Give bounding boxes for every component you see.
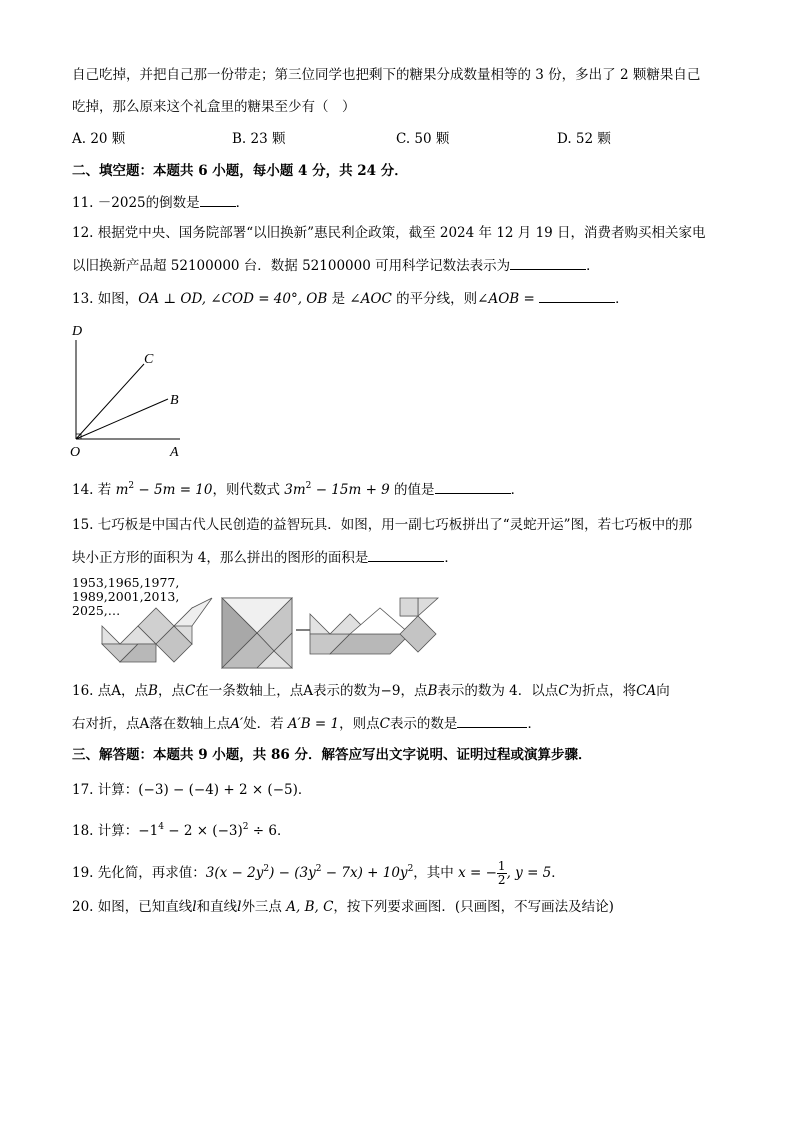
q19-label: 先化简，再求值： — [97, 865, 206, 881]
q19-y: , y = 5 — [506, 865, 552, 881]
q11-text: 的倒数是 — [145, 195, 200, 211]
q16-u7: 表示的数是 — [389, 716, 458, 732]
q10-option-b: B. 23 颗 — [232, 131, 286, 147]
piece — [310, 614, 330, 634]
q16-u1: 右对折，点A落在数轴上点 — [72, 716, 231, 732]
q12-line2 — [72, 255, 600, 276]
q16-t10: C — [558, 683, 569, 699]
q16-line2 — [72, 713, 541, 734]
q15-answer-blank — [368, 547, 444, 562]
q19-x: x = − — [458, 865, 497, 881]
tangram-square — [222, 598, 292, 668]
q11 — [72, 192, 249, 213]
q17 — [72, 780, 311, 800]
q18-end: ． — [276, 823, 291, 839]
q15-text2: 块小正方形的面积为 4，那么拼出的图形的面积是 — [72, 550, 369, 566]
q16-end: ． — [527, 716, 541, 732]
q18-exp2: 2 — [242, 822, 249, 832]
q16-t3: ，点 — [157, 683, 185, 699]
q12-text1: 根据党中央、国务院部署“以旧换新”惠民利企政策，截至 2024 年 12 月 19 日，消费者购买相关家电 — [97, 225, 706, 241]
q16-answer-blank — [457, 713, 527, 728]
q13-number: 13. — [72, 291, 94, 307]
label-b: B — [170, 393, 179, 408]
years-line1: 1953,1965,1977, — [72, 575, 180, 590]
q10-option-a: A. 20 颗 — [72, 131, 126, 147]
q11-end: ． — [235, 195, 250, 211]
q17-label: 计算： — [97, 782, 139, 798]
q19-end: ． — [551, 865, 565, 881]
piece — [102, 626, 120, 644]
q18-exp1: 4 — [158, 822, 164, 832]
q20-t4: ，按下列要求画图．(只画图，不写画法及结论) — [333, 899, 614, 915]
q20-t1: 如图，已知直线 — [97, 899, 193, 915]
label-a: A — [170, 445, 179, 460]
q13-angle: ∠AOC — [349, 291, 392, 307]
q16-t4: C — [184, 683, 196, 699]
q16-u6: C — [379, 716, 390, 732]
q13-end: ． — [615, 291, 629, 307]
q13-answer-blank — [539, 288, 615, 303]
q17-expr: (−3) − (−4) + 2 × (−5) — [138, 782, 298, 798]
q20-t2: 和直线 — [196, 899, 238, 915]
q12-number: 12. — [72, 225, 94, 241]
piece — [400, 598, 418, 616]
ray-oc — [76, 364, 144, 439]
section3-heading: 三、解答题：本题共 9 小题，共 86 分．解答应写出文字说明、证明过程或演算步骤． — [72, 747, 592, 763]
label-d: D — [72, 324, 83, 339]
q19-expr-b: ) − (3y — [269, 865, 316, 881]
q15-line2 — [72, 547, 458, 568]
q19 — [72, 860, 565, 887]
q14-number: 14. — [72, 482, 94, 498]
q16-line1 — [72, 681, 670, 701]
q19-expr-a: 3(x − 2y — [205, 865, 264, 881]
q20-line-l1: l — [192, 899, 197, 915]
q15-text1: 七巧板是中国古代人民创造的益智玩具．如图，用一副七巧板拼出了“灵蛇开运”图，若七巧板中的那 — [97, 517, 693, 533]
q15-line1 — [72, 515, 692, 535]
q18 — [72, 821, 290, 841]
q19-frac-num: 1 — [497, 859, 506, 873]
q13-ask: ∠AOB = — [477, 291, 535, 307]
q18-label: 计算： — [97, 823, 139, 839]
q10-line2: 吃掉，那么原来这个礼盒里的糖果至少有（ ） — [72, 99, 356, 115]
q16-u2: A′ — [230, 716, 244, 732]
q19-exp3: 2 — [407, 864, 414, 874]
q16-t9: 表示的数为 4．以点 — [437, 683, 559, 699]
tangram-snake-left — [102, 598, 212, 662]
q11-expr: －2025 — [97, 195, 146, 211]
q12-text2: 以旧换新产品超 52100000 台．数据 52100000 可用科学记数法表示为 — [72, 258, 511, 274]
q16-t6: −9 — [380, 683, 401, 699]
q14-answer-blank — [435, 479, 511, 494]
q13-pre: 如图， — [97, 291, 139, 307]
q16-t11: 为折点，将 — [568, 683, 637, 699]
q17-number: 17. — [72, 782, 94, 798]
q14-mid: ，则代数式 — [212, 482, 285, 498]
q17-end: ． — [297, 782, 312, 798]
piece — [400, 616, 436, 652]
q19-mid: ，其中 — [413, 865, 459, 881]
q16-t8: B — [427, 683, 438, 699]
q11-number: 11. — [72, 195, 94, 211]
q18-expr-c: ÷ 6 — [248, 823, 277, 839]
q19-exp2: 2 — [315, 864, 322, 874]
q14: 14. 若 $m^2 - 5m = 10$，则代数式 $3m^2 - 15m + 9$ 的值是 ． — [72, 481, 525, 498]
q20-line-l2: l — [237, 899, 242, 915]
q20 — [72, 897, 614, 917]
q16-t12: CA — [636, 683, 657, 699]
q13-condition: OA ⊥ OD, ∠COD = 40°, OB — [138, 291, 328, 307]
q16-t13: 向 — [656, 683, 670, 699]
q16-t7: ，点 — [400, 683, 428, 699]
q11-answer-blank — [200, 192, 236, 207]
q13-angle-figure — [68, 322, 198, 462]
q15-number: 15. — [72, 517, 94, 533]
q13-post: 的平分线，则 — [391, 291, 478, 307]
q13-mid: 是 — [327, 291, 350, 307]
q19-number: 19. — [72, 865, 94, 881]
label-o: O — [70, 445, 81, 460]
q20-points: A, B, C — [286, 899, 334, 915]
section2-heading: 二、填空题：本题共 6 小题，每小题 4 分，共 24 分． — [72, 163, 408, 179]
q14-post: 的值是 — [389, 482, 435, 498]
q14-expr-a: 3m — [284, 482, 306, 498]
q12-end: ． — [586, 258, 600, 274]
q10-option-d: D. 52 颗 — [557, 131, 611, 147]
q16-number: 16. — [72, 683, 94, 699]
q16-t2: B — [148, 683, 158, 699]
label-c: C — [144, 352, 154, 367]
q12-line1 — [72, 223, 706, 243]
piece — [174, 598, 212, 626]
q15-end: ． — [444, 550, 458, 566]
q20-number: 20. — [72, 899, 94, 915]
q18-number: 18. — [72, 823, 94, 839]
q20-t3: 外三点 — [241, 899, 287, 915]
q19-frac-den: 2 — [497, 873, 506, 887]
q14-expr-b: − 15m + 9 — [311, 482, 390, 498]
q18-expr-b: − 2 × (−3) — [163, 823, 243, 839]
q15-tangram-figure — [100, 596, 480, 676]
q16-t1: 点A，点 — [97, 683, 149, 699]
q10-line1: 自己吃掉，并把自己那一份带走；第三位同学也把剩下的糖果分成数量相等的 3 份，多出了 2 颗糖果自己 — [72, 67, 701, 83]
q19-exp1: 2 — [263, 864, 270, 874]
tangram-snake-right — [310, 598, 438, 654]
q16-u3: 处．若 — [243, 716, 288, 732]
years-line2: 1989,2001,2013, — [72, 589, 180, 604]
q14-end: ． — [510, 482, 525, 498]
q14-pre: 若 — [97, 482, 116, 498]
q18-expr-a: −1 — [138, 823, 159, 839]
q13 — [72, 288, 629, 309]
q14-eq-a: m — [115, 482, 129, 498]
q12-answer-blank — [510, 255, 586, 270]
q16-t5: 在一条数轴上，点A表示的数为 — [195, 683, 381, 699]
ray-ob — [76, 399, 168, 439]
q10-option-c: C. 50 颗 — [396, 131, 450, 147]
q16-u5: ，则点 — [339, 716, 380, 732]
q14-eq-b: − 5m = 10 — [134, 482, 213, 498]
q19-expr-c: − 7x) + 10y — [321, 865, 408, 881]
q16-u4: A′B = 1 — [287, 716, 340, 732]
q19-fraction — [497, 860, 507, 887]
years-line3: 2025,… — [72, 603, 121, 618]
